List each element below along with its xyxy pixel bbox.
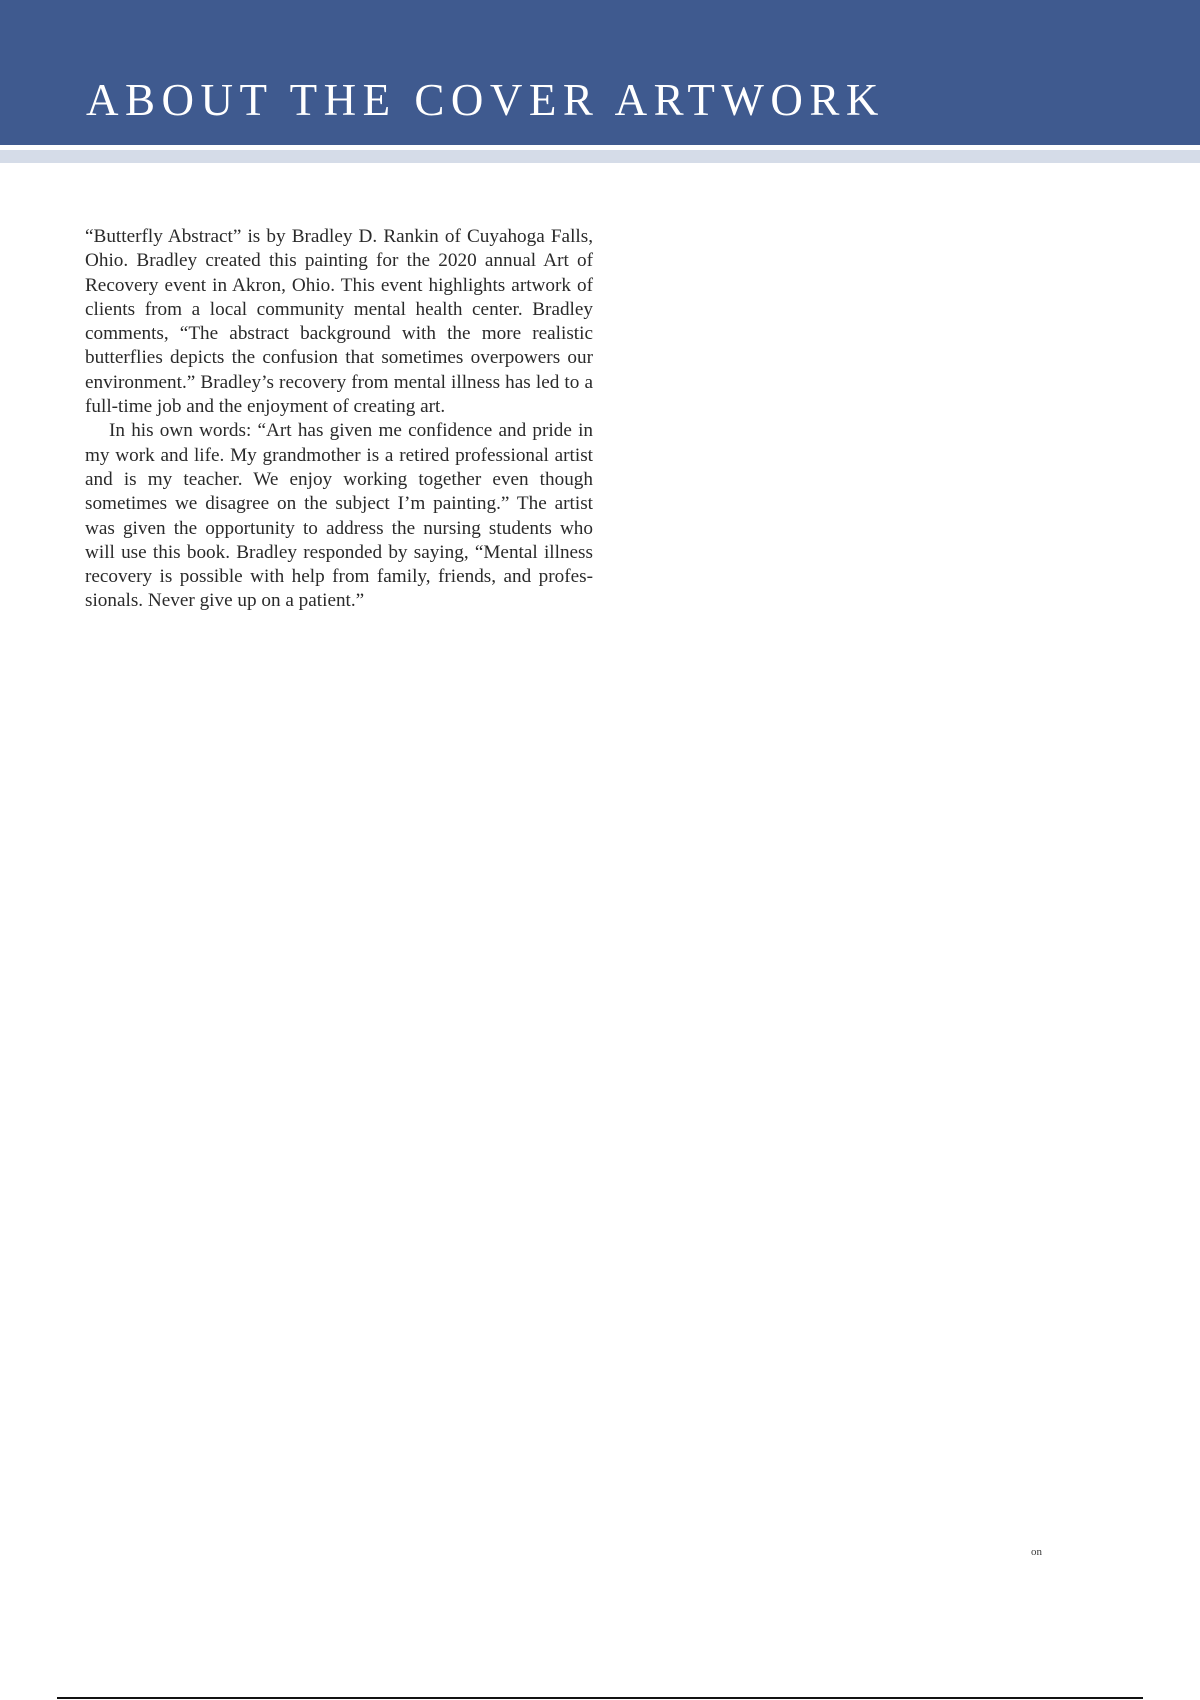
article-paragraph-2: In his own words: “Art has given me confidence and pride in my work and life. My grandmother is a retired professional artist and is my teacher. We enjoy working together even though sometimes we disagree on the subject I’m painting.” The artist was given the opportunity to address the nursing students who will use this book. Bradley responded by saying, “Mental illness recovery is possible with help from family, friends, and professionals. Never give up on a patient.”	[85, 420, 593, 612]
header-band	[0, 0, 1200, 145]
page-title: ABOUT THE COVER ARTWORK	[86, 75, 885, 125]
bottom-rule	[57, 1697, 1143, 1699]
article-paragraph-1: “Butterfly Abstract” is by Bradley D. Rankin of Cuyahoga Falls, Ohio. Bradley created this painting for the 2020 annual Art of Recovery event in Akron, Ohio. This event highlights artwork of clients from a local community mental health center. Bradley comments, “The abstract background with the more realistic butterflies depicts the confusion that sometimes overpowers our environment.” Bradley’s recovery from mental illness has led to a full-time job and the enjoyment of creating art.	[85, 226, 593, 418]
page-mark: on	[1031, 1546, 1042, 1558]
article-body	[85, 225, 593, 614]
header-stripe	[0, 150, 1200, 163]
